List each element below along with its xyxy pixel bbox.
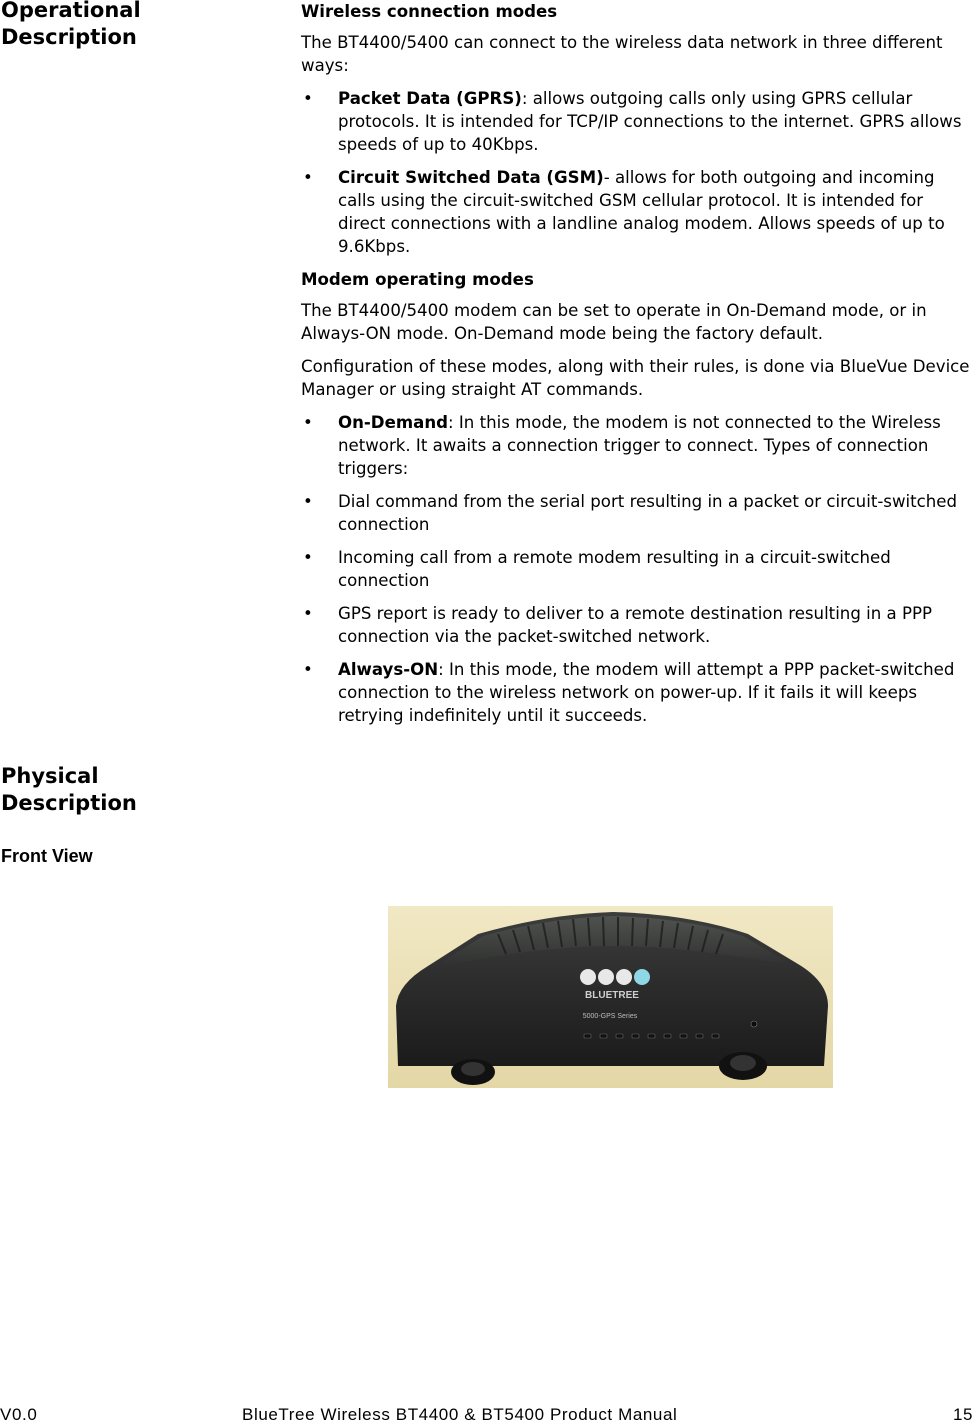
footer-version: V0.0	[0, 1405, 38, 1424]
operational-description-body	[301, 0, 971, 737]
brand-logo: BLUETREE	[585, 990, 639, 1001]
modem-illustration	[388, 906, 833, 1088]
list-item: • Incoming call from a remote modem resulting in a circuit-switched connection	[303, 548, 891, 590]
footer-title: BlueTree Wireless BT4400 & BT5400 Product Manual	[242, 1405, 678, 1424]
physical-description-heading: Physical Description	[1, 764, 137, 815]
modem-para-2: Configuration of these modes, along with their rules, is done via BlueVue Device Manager or using straight AT commands.	[301, 357, 970, 399]
page-footer	[0, 1405, 973, 1427]
wireless-intro: The BT4400/5400 can connect to the wireless data network in three different ways:	[301, 33, 943, 75]
list-item: • Dial command from the serial port resulting in a packet or circuit-switched connection	[303, 492, 958, 534]
modem-para-1: The BT4400/5400 modem can be set to operate in On-Demand mode, or in Always-ON mode. On-Demand mode being the factory default.	[301, 301, 927, 343]
list-item: • Circuit Switched Data (GSM)- allows for both outgoing and incoming calls using the circuit-switched GSM cellular protocol. It is intended for direct connections with a landline analog modem. Allows speeds of up to 9.6Kbps.	[303, 168, 945, 256]
list-item: • On-Demand: In this mode, the modem is not connected to the Wireless network. It awaits a connection trigger to connect. Types of connection triggers:	[303, 413, 941, 478]
wireless-modes-heading: Wireless connection modes	[301, 2, 558, 21]
operational-description-heading: Operational Description	[1, 0, 141, 49]
modem-front-photo	[388, 906, 833, 1088]
modem-modes-heading: Modem operating modes	[301, 270, 534, 289]
list-item: • GPS report is ready to deliver to a remote destination resulting in a PPP connection via the packet-switched network.	[303, 604, 932, 646]
list-item: • Always-ON: In this mode, the modem will attempt a PPP packet-switched connection to the wireless network on power-up. If it fails it will keeps retrying indefinitely until it succeeds.	[303, 660, 955, 725]
page-number: 15	[953, 1405, 973, 1424]
front-view-heading: Front View	[1, 846, 93, 866]
series-label: 5000-GPS Series	[582, 1013, 638, 1020]
list-item: • Packet Data (GPRS): allows outgoing calls only using GPRS cellular protocols. It is intended for TCP/IP connections to the internet. GPRS allows speeds of up to 40Kbps.	[303, 89, 962, 154]
